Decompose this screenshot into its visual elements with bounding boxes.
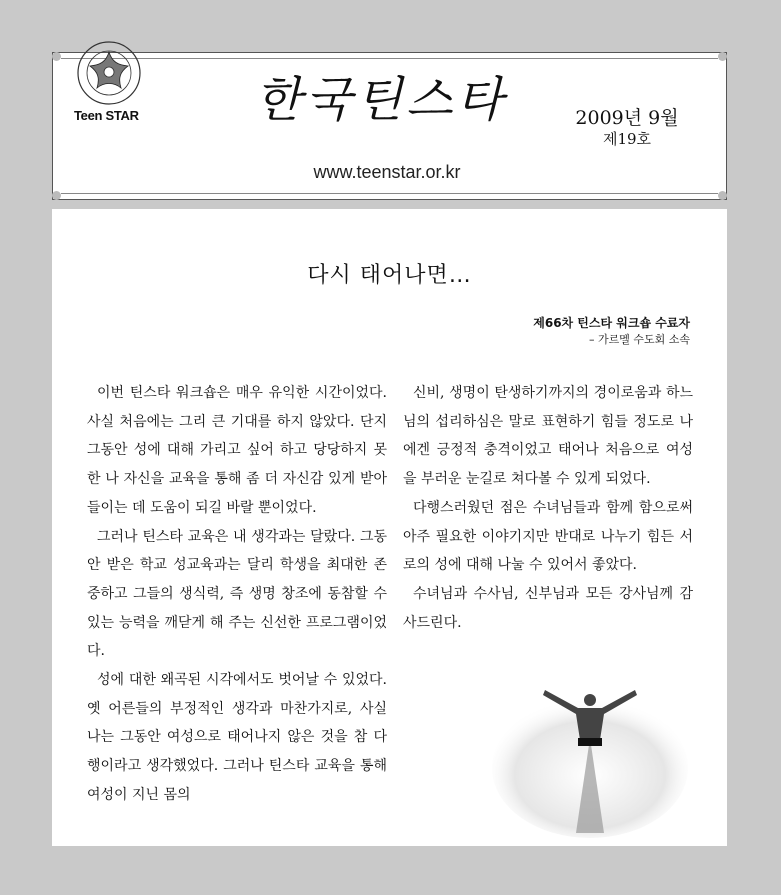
masthead-rule-bottom	[61, 193, 718, 194]
newsletter-title: 한국틴스타	[255, 72, 507, 128]
article-byline-affiliation: – 가르멜 수도회 소속	[589, 333, 690, 346]
paragraph: 다행스러웠던 점은 수녀님들과 함께 함으로써 아주 필요한 이야기지만 반대로 나누기 힘든 서로의 성에 대해 나눌 수 있어서 좋았다.	[403, 499, 693, 574]
issue-date: 2009년 9월	[575, 107, 679, 129]
corner-ornament	[52, 191, 61, 200]
article-title: 다시 태어나면…	[307, 263, 472, 288]
raised-arms-figure-icon	[490, 668, 690, 838]
paragraph: 그러나 틴스타 교육은 내 생각과는 달랐다. 그동안 받은 학교 성교육과는 달리 학생을 최대한 존중하고 그들의 생식력, 즉 생명 창조에 동참할 수 있는 능력을 깨닫게 해 주는 신선한 프로그램이었다.	[87, 528, 387, 660]
logo-text: Teen STAR	[74, 108, 139, 123]
website-url[interactable]: www.teenstar.or.kr	[313, 162, 461, 182]
corner-ornament	[718, 191, 727, 200]
article-column-left	[87, 379, 387, 810]
corner-ornament	[52, 52, 61, 61]
star-emblem-icon	[74, 38, 144, 108]
issue-number: 제19호	[602, 130, 652, 148]
masthead-rule-top	[61, 58, 718, 59]
paragraph: 신비, 생명이 탄생하기까지의 경이로움과 하느님의 섭리하심은 말로 표현하기 힘들 정도로 나에겐 긍정적 충격이었고 태어나 처음으로 여성을 부러운 눈길로 쳐다볼 수 있게 되었다.	[403, 385, 693, 488]
article-column-right	[403, 379, 693, 637]
paragraph: 수녀님과 수사님, 신부님과 모든 강사님께 감사드린다.	[403, 585, 693, 631]
article-byline: 제66차 틴스타 워크숍 수료자	[533, 316, 690, 330]
figure-illustration	[490, 668, 690, 838]
paragraph: 성에 대한 왜곡된 시각에서도 벗어날 수 있었다. 옛 어른들의 부정적인 생각과 마찬가지로, 사실 나는 그동안 여성으로 태어나지 않은 것을 참 다행이라고 생각했었다. 그러나 틴스타 교육을 통해 여성이 지닌 몸의	[87, 672, 387, 803]
corner-ornament	[718, 52, 727, 61]
paragraph: 이번 틴스타 워크숍은 매우 유익한 시간이었다. 사실 처음에는 그리 큰 기대를 하지 않았다. 단지 그동안 성에 대해 가리고 싶어 하고 당당하지 못한 나 자신을 교육을 통해 좀 더 자신감 있게 받아들이는 데 도움이 되길 바랄 뿐이었다.	[87, 385, 387, 516]
